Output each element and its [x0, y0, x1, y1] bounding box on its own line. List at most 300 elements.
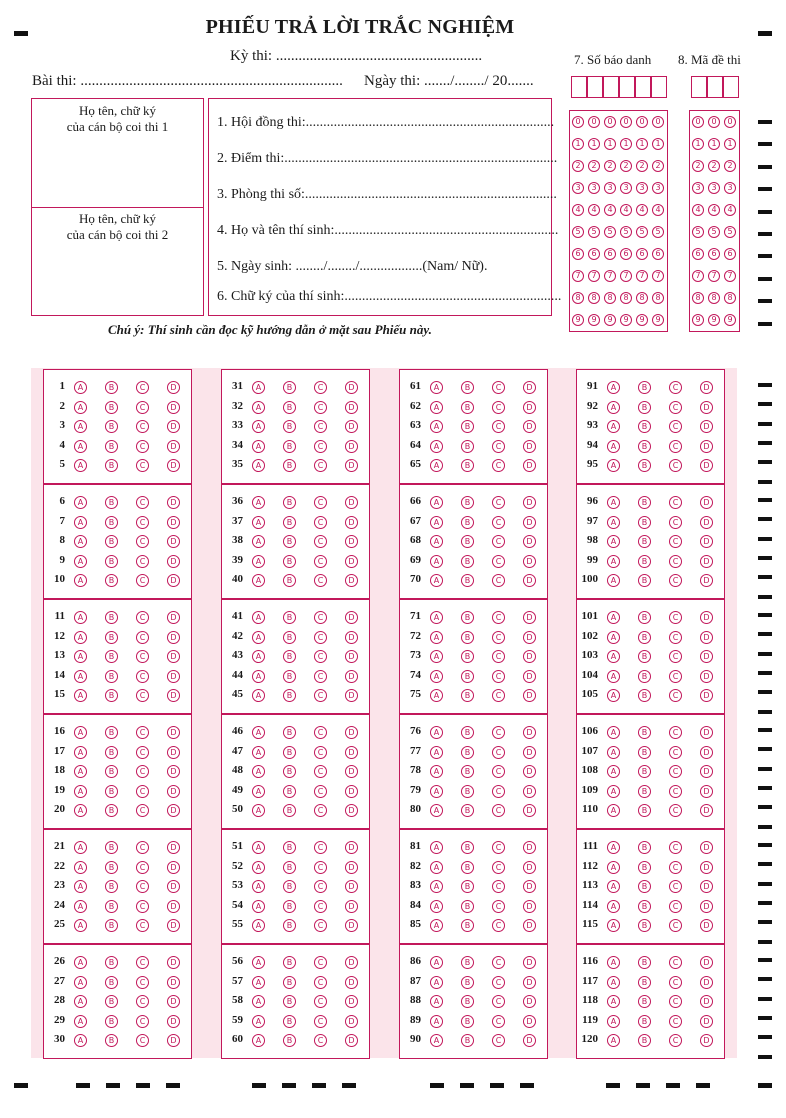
answer-bubble-b[interactable]: B — [638, 1015, 651, 1028]
answer-bubble-a[interactable]: A — [430, 880, 443, 893]
sbd-digit-bubble[interactable]: 1 — [636, 138, 648, 150]
answer-bubble-d[interactable]: D — [700, 535, 713, 548]
answer-bubble-d[interactable]: D — [700, 689, 713, 702]
answer-bubble-b[interactable]: B — [105, 976, 118, 989]
answer-bubble-c[interactable]: C — [492, 516, 505, 529]
answer-bubble-c[interactable]: C — [314, 919, 327, 932]
answer-bubble-b[interactable]: B — [105, 401, 118, 414]
answer-bubble-b[interactable]: B — [638, 440, 651, 453]
answer-bubble-b[interactable]: B — [461, 1015, 474, 1028]
answer-bubble-b[interactable]: B — [283, 746, 296, 759]
answer-bubble-d[interactable]: D — [167, 1015, 180, 1028]
answer-bubble-c[interactable]: C — [136, 535, 149, 548]
answer-bubble-b[interactable]: B — [461, 804, 474, 817]
answer-bubble-c[interactable]: C — [136, 670, 149, 683]
answer-bubble-a[interactable]: A — [607, 459, 620, 472]
answer-bubble-a[interactable]: A — [252, 841, 265, 854]
answer-bubble-a[interactable]: A — [74, 650, 87, 663]
answer-bubble-b[interactable]: B — [283, 574, 296, 587]
answer-bubble-a[interactable]: A — [430, 555, 443, 568]
sbd-write-cell[interactable] — [651, 76, 667, 98]
sbd-digit-bubble[interactable]: 9 — [572, 314, 584, 326]
answer-bubble-c[interactable]: C — [136, 689, 149, 702]
answer-bubble-c[interactable]: C — [669, 956, 682, 969]
answer-bubble-c[interactable]: C — [314, 611, 327, 624]
answer-bubble-d[interactable]: D — [700, 919, 713, 932]
answer-bubble-c[interactable]: C — [314, 631, 327, 644]
answer-bubble-d[interactable]: D — [345, 861, 358, 874]
answer-bubble-c[interactable]: C — [492, 496, 505, 509]
answer-bubble-d[interactable]: D — [523, 804, 536, 817]
answer-bubble-d[interactable]: D — [167, 611, 180, 624]
sbd-digit-bubble[interactable]: 7 — [588, 270, 600, 282]
answer-bubble-c[interactable]: C — [492, 976, 505, 989]
answer-bubble-d[interactable]: D — [167, 880, 180, 893]
answer-bubble-b[interactable]: B — [638, 746, 651, 759]
made-write-cell[interactable] — [691, 76, 707, 98]
answer-bubble-c[interactable]: C — [136, 516, 149, 529]
answer-bubble-b[interactable]: B — [283, 401, 296, 414]
answer-bubble-b[interactable]: B — [461, 555, 474, 568]
answer-bubble-b[interactable]: B — [461, 880, 474, 893]
answer-bubble-b[interactable]: B — [105, 1034, 118, 1047]
answer-bubble-d[interactable]: D — [345, 535, 358, 548]
answer-bubble-c[interactable]: C — [136, 746, 149, 759]
answer-bubble-a[interactable]: A — [74, 785, 87, 798]
answer-bubble-c[interactable]: C — [314, 689, 327, 702]
answer-bubble-b[interactable]: B — [283, 765, 296, 778]
answer-bubble-c[interactable]: C — [314, 765, 327, 778]
answer-bubble-a[interactable]: A — [607, 516, 620, 529]
answer-bubble-b[interactable]: B — [283, 650, 296, 663]
sbd-digit-bubble[interactable]: 9 — [620, 314, 632, 326]
answer-bubble-b[interactable]: B — [283, 381, 296, 394]
answer-bubble-b[interactable]: B — [105, 420, 118, 433]
answer-bubble-a[interactable]: A — [74, 535, 87, 548]
answer-bubble-c[interactable]: C — [136, 650, 149, 663]
sbd-digit-bubble[interactable]: 8 — [636, 292, 648, 304]
answer-bubble-b[interactable]: B — [461, 516, 474, 529]
sbd-digit-bubble[interactable]: 1 — [588, 138, 600, 150]
answer-bubble-b[interactable]: B — [461, 670, 474, 683]
answer-bubble-a[interactable]: A — [252, 804, 265, 817]
answer-bubble-d[interactable]: D — [167, 535, 180, 548]
answer-bubble-c[interactable]: C — [492, 880, 505, 893]
sbd-digit-bubble[interactable]: 6 — [588, 248, 600, 260]
answer-bubble-d[interactable]: D — [167, 496, 180, 509]
answer-bubble-a[interactable]: A — [430, 785, 443, 798]
made-write-cell[interactable] — [707, 76, 723, 98]
sbd-digit-bubble[interactable]: 3 — [604, 182, 616, 194]
answer-bubble-c[interactable]: C — [669, 516, 682, 529]
answer-bubble-c[interactable]: C — [314, 381, 327, 394]
answer-bubble-d[interactable]: D — [700, 746, 713, 759]
answer-bubble-b[interactable]: B — [105, 516, 118, 529]
answer-bubble-d[interactable]: D — [700, 670, 713, 683]
answer-bubble-d[interactable]: D — [345, 516, 358, 529]
answer-bubble-c[interactable]: C — [314, 420, 327, 433]
answer-bubble-b[interactable]: B — [638, 765, 651, 778]
answer-bubble-c[interactable]: C — [314, 496, 327, 509]
answer-bubble-a[interactable]: A — [252, 496, 265, 509]
answer-bubble-a[interactable]: A — [430, 746, 443, 759]
answer-bubble-b[interactable]: B — [283, 535, 296, 548]
answer-bubble-a[interactable]: A — [252, 861, 265, 874]
sbd-digit-bubble[interactable]: 0 — [604, 116, 616, 128]
answer-bubble-a[interactable]: A — [74, 420, 87, 433]
answer-bubble-c[interactable]: C — [314, 726, 327, 739]
sbd-digit-bubble[interactable]: 2 — [652, 160, 664, 172]
answer-bubble-a[interactable]: A — [74, 631, 87, 644]
answer-bubble-a[interactable]: A — [74, 401, 87, 414]
answer-bubble-b[interactable]: B — [283, 440, 296, 453]
sbd-digit-bubble[interactable]: 4 — [652, 204, 664, 216]
answer-bubble-a[interactable]: A — [430, 1034, 443, 1047]
sbd-digit-bubble[interactable]: 3 — [572, 182, 584, 194]
made-digit-bubble[interactable]: 2 — [724, 160, 736, 172]
answer-bubble-d[interactable]: D — [700, 440, 713, 453]
info-name[interactable]: 4. Họ và tên thí sinh:................................................................ — [217, 223, 559, 238]
answer-bubble-d[interactable]: D — [345, 555, 358, 568]
answer-bubble-a[interactable]: A — [252, 880, 265, 893]
answer-bubble-c[interactable]: C — [669, 401, 682, 414]
answer-bubble-b[interactable]: B — [283, 919, 296, 932]
answer-bubble-c[interactable]: C — [314, 459, 327, 472]
answer-bubble-b[interactable]: B — [638, 919, 651, 932]
sbd-digit-bubble[interactable]: 4 — [572, 204, 584, 216]
made-digit-bubble[interactable]: 8 — [692, 292, 704, 304]
answer-bubble-c[interactable]: C — [136, 880, 149, 893]
sbd-digit-bubble[interactable]: 9 — [588, 314, 600, 326]
answer-bubble-c[interactable]: C — [669, 1015, 682, 1028]
answer-bubble-b[interactable]: B — [638, 995, 651, 1008]
made-digit-bubble[interactable]: 9 — [692, 314, 704, 326]
answer-bubble-a[interactable]: A — [252, 976, 265, 989]
sbd-write-cell[interactable] — [571, 76, 587, 98]
answer-bubble-d[interactable]: D — [523, 1015, 536, 1028]
answer-bubble-c[interactable]: C — [669, 535, 682, 548]
answer-bubble-c[interactable]: C — [314, 976, 327, 989]
answer-bubble-d[interactable]: D — [523, 459, 536, 472]
answer-bubble-d[interactable]: D — [167, 516, 180, 529]
answer-bubble-d[interactable]: D — [700, 459, 713, 472]
answer-bubble-a[interactable]: A — [430, 670, 443, 683]
sbd-digit-bubble[interactable]: 8 — [588, 292, 600, 304]
answer-bubble-a[interactable]: A — [74, 440, 87, 453]
answer-bubble-c[interactable]: C — [492, 861, 505, 874]
answer-bubble-d[interactable]: D — [167, 459, 180, 472]
answer-bubble-c[interactable]: C — [492, 670, 505, 683]
answer-bubble-c[interactable]: C — [669, 765, 682, 778]
answer-bubble-a[interactable]: A — [252, 420, 265, 433]
sbd-digit-bubble[interactable]: 1 — [604, 138, 616, 150]
answer-bubble-c[interactable]: C — [492, 726, 505, 739]
answer-bubble-d[interactable]: D — [700, 420, 713, 433]
answer-bubble-a[interactable]: A — [430, 459, 443, 472]
answer-bubble-a[interactable]: A — [607, 381, 620, 394]
made-digit-bubble[interactable]: 8 — [708, 292, 720, 304]
sbd-write-cell[interactable] — [619, 76, 635, 98]
answer-bubble-c[interactable]: C — [136, 611, 149, 624]
sbd-digit-bubble[interactable]: 7 — [652, 270, 664, 282]
answer-bubble-c[interactable]: C — [492, 804, 505, 817]
answer-bubble-c[interactable]: C — [314, 1015, 327, 1028]
answer-bubble-a[interactable]: A — [607, 726, 620, 739]
answer-bubble-c[interactable]: C — [136, 555, 149, 568]
answer-bubble-c[interactable]: C — [669, 420, 682, 433]
answer-bubble-d[interactable]: D — [345, 765, 358, 778]
sbd-digit-bubble[interactable]: 5 — [620, 226, 632, 238]
answer-bubble-b[interactable]: B — [461, 631, 474, 644]
answer-bubble-a[interactable]: A — [252, 574, 265, 587]
answer-bubble-a[interactable]: A — [74, 726, 87, 739]
answer-bubble-b[interactable]: B — [461, 841, 474, 854]
answer-bubble-b[interactable]: B — [105, 631, 118, 644]
answer-bubble-c[interactable]: C — [314, 841, 327, 854]
answer-bubble-c[interactable]: C — [492, 459, 505, 472]
answer-bubble-c[interactable]: C — [136, 1015, 149, 1028]
answer-bubble-b[interactable]: B — [283, 995, 296, 1008]
answer-bubble-b[interactable]: B — [105, 535, 118, 548]
answer-bubble-a[interactable]: A — [430, 861, 443, 874]
answer-bubble-c[interactable]: C — [136, 976, 149, 989]
answer-bubble-c[interactable]: C — [492, 650, 505, 663]
made-digit-bubble[interactable]: 5 — [708, 226, 720, 238]
answer-bubble-c[interactable]: C — [669, 459, 682, 472]
answer-bubble-a[interactable]: A — [252, 555, 265, 568]
answer-bubble-c[interactable]: C — [136, 1034, 149, 1047]
answer-bubble-d[interactable]: D — [523, 440, 536, 453]
info-site[interactable]: 2. Điểm thi:.............................................................................. — [217, 151, 558, 166]
answer-bubble-c[interactable]: C — [492, 555, 505, 568]
answer-bubble-c[interactable]: C — [136, 841, 149, 854]
answer-bubble-d[interactable]: D — [167, 420, 180, 433]
made-digit-bubble[interactable]: 7 — [724, 270, 736, 282]
answer-bubble-b[interactable]: B — [461, 574, 474, 587]
answer-bubble-c[interactable]: C — [492, 995, 505, 1008]
answer-bubble-a[interactable]: A — [430, 919, 443, 932]
answer-bubble-b[interactable]: B — [283, 670, 296, 683]
answer-bubble-b[interactable]: B — [461, 976, 474, 989]
answer-bubble-c[interactable]: C — [136, 861, 149, 874]
answer-bubble-a[interactable]: A — [252, 765, 265, 778]
answer-bubble-b[interactable]: B — [105, 555, 118, 568]
answer-bubble-d[interactable]: D — [700, 841, 713, 854]
answer-bubble-d[interactable]: D — [167, 995, 180, 1008]
answer-bubble-b[interactable]: B — [105, 611, 118, 624]
answer-bubble-a[interactable]: A — [607, 440, 620, 453]
answer-bubble-d[interactable]: D — [700, 516, 713, 529]
answer-bubble-c[interactable]: C — [314, 804, 327, 817]
answer-bubble-d[interactable]: D — [523, 401, 536, 414]
made-digit-bubble[interactable]: 8 — [724, 292, 736, 304]
made-digit-bubble[interactable]: 0 — [692, 116, 704, 128]
answer-bubble-b[interactable]: B — [638, 420, 651, 433]
answer-bubble-a[interactable]: A — [74, 516, 87, 529]
answer-bubble-b[interactable]: B — [638, 785, 651, 798]
answer-bubble-a[interactable]: A — [430, 420, 443, 433]
answer-bubble-d[interactable]: D — [523, 516, 536, 529]
answer-bubble-b[interactable]: B — [461, 919, 474, 932]
answer-bubble-a[interactable]: A — [430, 650, 443, 663]
answer-bubble-b[interactable]: B — [105, 650, 118, 663]
answer-bubble-c[interactable]: C — [136, 785, 149, 798]
answer-bubble-b[interactable]: B — [105, 689, 118, 702]
made-digit-bubble[interactable]: 1 — [708, 138, 720, 150]
answer-bubble-a[interactable]: A — [74, 880, 87, 893]
answer-bubble-d[interactable]: D — [700, 555, 713, 568]
answer-bubble-c[interactable]: C — [492, 900, 505, 913]
answer-bubble-c[interactable]: C — [492, 440, 505, 453]
sbd-digit-bubble[interactable]: 3 — [636, 182, 648, 194]
answer-bubble-d[interactable]: D — [523, 555, 536, 568]
answer-bubble-b[interactable]: B — [105, 919, 118, 932]
answer-bubble-b[interactable]: B — [283, 726, 296, 739]
answer-bubble-c[interactable]: C — [492, 785, 505, 798]
answer-bubble-c[interactable]: C — [669, 381, 682, 394]
answer-bubble-b[interactable]: B — [638, 381, 651, 394]
sbd-digit-bubble[interactable]: 0 — [636, 116, 648, 128]
answer-bubble-b[interactable]: B — [461, 746, 474, 759]
answer-bubble-d[interactable]: D — [700, 401, 713, 414]
answer-bubble-a[interactable]: A — [607, 900, 620, 913]
answer-bubble-d[interactable]: D — [167, 726, 180, 739]
answer-bubble-a[interactable]: A — [74, 459, 87, 472]
answer-bubble-c[interactable]: C — [669, 841, 682, 854]
answer-bubble-a[interactable]: A — [252, 785, 265, 798]
sbd-digit-bubble[interactable]: 8 — [652, 292, 664, 304]
answer-bubble-c[interactable]: C — [136, 995, 149, 1008]
answer-bubble-d[interactable]: D — [700, 1034, 713, 1047]
answer-bubble-a[interactable]: A — [607, 631, 620, 644]
sbd-digit-bubble[interactable]: 8 — [620, 292, 632, 304]
answer-bubble-d[interactable]: D — [700, 1015, 713, 1028]
sbd-digit-bubble[interactable]: 6 — [604, 248, 616, 260]
sbd-digit-bubble[interactable]: 4 — [604, 204, 616, 216]
answer-bubble-a[interactable]: A — [74, 765, 87, 778]
answer-bubble-d[interactable]: D — [700, 976, 713, 989]
answer-bubble-b[interactable]: B — [638, 459, 651, 472]
answer-bubble-a[interactable]: A — [252, 516, 265, 529]
answer-bubble-d[interactable]: D — [523, 976, 536, 989]
answer-bubble-c[interactable]: C — [136, 440, 149, 453]
answer-bubble-b[interactable]: B — [105, 1015, 118, 1028]
answer-bubble-a[interactable]: A — [74, 555, 87, 568]
answer-bubble-a[interactable]: A — [607, 746, 620, 759]
answer-bubble-c[interactable]: C — [136, 496, 149, 509]
sbd-digit-bubble[interactable]: 3 — [588, 182, 600, 194]
answer-bubble-d[interactable]: D — [700, 765, 713, 778]
answer-bubble-d[interactable]: D — [700, 611, 713, 624]
answer-bubble-d[interactable]: D — [523, 535, 536, 548]
answer-bubble-d[interactable]: D — [167, 1034, 180, 1047]
answer-bubble-a[interactable]: A — [252, 995, 265, 1008]
sbd-write-cell[interactable] — [603, 76, 619, 98]
answer-bubble-c[interactable]: C — [492, 746, 505, 759]
answer-bubble-a[interactable]: A — [430, 765, 443, 778]
answer-bubble-b[interactable]: B — [461, 765, 474, 778]
made-digit-bubble[interactable]: 4 — [724, 204, 736, 216]
answer-bubble-a[interactable]: A — [74, 746, 87, 759]
answer-bubble-b[interactable]: B — [283, 804, 296, 817]
answer-bubble-b[interactable]: B — [105, 995, 118, 1008]
answer-bubble-c[interactable]: C — [492, 401, 505, 414]
answer-bubble-a[interactable]: A — [607, 670, 620, 683]
answer-bubble-b[interactable]: B — [461, 1034, 474, 1047]
answer-bubble-c[interactable]: C — [314, 880, 327, 893]
answer-bubble-b[interactable]: B — [638, 611, 651, 624]
answer-bubble-d[interactable]: D — [345, 401, 358, 414]
answer-bubble-d[interactable]: D — [345, 689, 358, 702]
answer-bubble-b[interactable]: B — [105, 861, 118, 874]
answer-bubble-a[interactable]: A — [607, 611, 620, 624]
answer-bubble-a[interactable]: A — [252, 900, 265, 913]
answer-bubble-d[interactable]: D — [523, 381, 536, 394]
made-digit-bubble[interactable]: 4 — [692, 204, 704, 216]
answer-bubble-b[interactable]: B — [283, 611, 296, 624]
answer-bubble-c[interactable]: C — [136, 919, 149, 932]
answer-bubble-b[interactable]: B — [283, 459, 296, 472]
answer-bubble-d[interactable]: D — [523, 995, 536, 1008]
answer-bubble-d[interactable]: D — [523, 785, 536, 798]
answer-bubble-a[interactable]: A — [607, 785, 620, 798]
answer-bubble-b[interactable]: B — [638, 631, 651, 644]
answer-bubble-a[interactable]: A — [607, 804, 620, 817]
sbd-digit-bubble[interactable]: 7 — [620, 270, 632, 282]
answer-bubble-c[interactable]: C — [492, 381, 505, 394]
answer-bubble-c[interactable]: C — [314, 670, 327, 683]
answer-bubble-a[interactable]: A — [252, 440, 265, 453]
made-digit-bubble[interactable]: 5 — [692, 226, 704, 238]
answer-bubble-d[interactable]: D — [345, 746, 358, 759]
answer-bubble-c[interactable]: C — [492, 631, 505, 644]
answer-bubble-b[interactable]: B — [461, 440, 474, 453]
made-write-cell[interactable] — [723, 76, 739, 98]
answer-bubble-d[interactable]: D — [167, 804, 180, 817]
answer-bubble-c[interactable]: C — [314, 956, 327, 969]
answer-bubble-b[interactable]: B — [283, 689, 296, 702]
answer-bubble-d[interactable]: D — [700, 956, 713, 969]
answer-bubble-d[interactable]: D — [345, 995, 358, 1008]
answer-bubble-a[interactable]: A — [252, 670, 265, 683]
sbd-digit-bubble[interactable]: 4 — [620, 204, 632, 216]
made-digit-bubble[interactable]: 9 — [724, 314, 736, 326]
answer-bubble-a[interactable]: A — [74, 1015, 87, 1028]
sbd-digit-bubble[interactable]: 8 — [604, 292, 616, 304]
answer-bubble-a[interactable]: A — [74, 956, 87, 969]
answer-bubble-d[interactable]: D — [523, 900, 536, 913]
answer-bubble-d[interactable]: D — [700, 785, 713, 798]
sbd-digit-bubble[interactable]: 1 — [572, 138, 584, 150]
answer-bubble-a[interactable]: A — [252, 535, 265, 548]
answer-bubble-c[interactable]: C — [136, 900, 149, 913]
answer-bubble-b[interactable]: B — [461, 420, 474, 433]
sbd-digit-bubble[interactable]: 2 — [604, 160, 616, 172]
answer-bubble-a[interactable]: A — [607, 401, 620, 414]
answer-bubble-a[interactable]: A — [607, 841, 620, 854]
answer-bubble-b[interactable]: B — [638, 726, 651, 739]
answer-bubble-b[interactable]: B — [461, 726, 474, 739]
answer-bubble-a[interactable]: A — [74, 574, 87, 587]
answer-bubble-b[interactable]: B — [461, 381, 474, 394]
answer-bubble-c[interactable]: C — [492, 956, 505, 969]
sbd-digit-bubble[interactable]: 6 — [636, 248, 648, 260]
answer-bubble-c[interactable]: C — [492, 689, 505, 702]
answer-bubble-b[interactable]: B — [638, 804, 651, 817]
answer-bubble-a[interactable]: A — [607, 650, 620, 663]
answer-bubble-b[interactable]: B — [105, 804, 118, 817]
answer-bubble-a[interactable]: A — [607, 880, 620, 893]
